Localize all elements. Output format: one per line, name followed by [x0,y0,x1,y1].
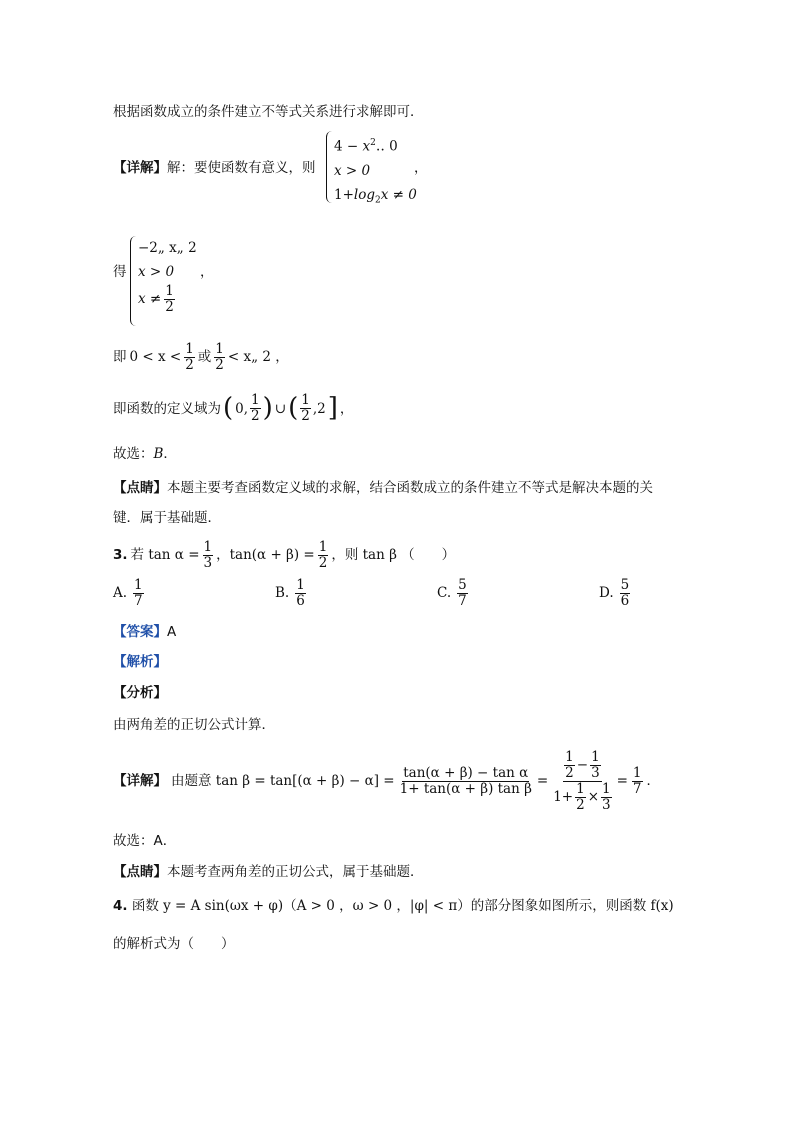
left-brace [326,131,334,203]
analysis-tag: 【解析】 [113,654,167,670]
comment-1-line-2: 键．属于基础题． [113,510,221,526]
domain-line: 即函数的定义域为 ( 0, $\frac{1}{2}$ ) ∪ ( $\frac{1}{2}$ ,2 ] ， [113,392,354,425]
question-4-line-2: 的解析式为（ ） [113,936,235,952]
choose-line-2: 故选：A． [113,833,177,849]
intro-text: 根据函数成立的条件建立不等式关系进行求解即可． [113,104,424,120]
detail-1-line [113,160,316,176]
range-line: 即 0 < x < $\frac{1}{2}$ 或 $\frac{1}{2}$ < x„ 2 ， [113,341,289,373]
question-3: 3. 若 tan α = $\frac{1}{3}$ ，tan(α + β) = $\frac{1}{2}$ ，则 tan β （ ） [113,539,456,571]
comment-2-line: 【点睛】本题考查两角差的正切公式，属于基础题． [113,864,424,880]
option-c[interactable]: C. $\frac{5}{7}$ [437,577,467,609]
detail-1-text: 解：要使函数有意义，则 [167,160,316,176]
option-d[interactable]: D. $\frac{5}{6}$ [599,577,630,609]
comment-1-line-1: 【点睛】本题主要考查函数定义域的求解，结合函数成立的条件建立不等式是解决本题的关 [113,480,653,496]
condition-row-3: $1+\log_2x \ne 0$ [334,186,417,206]
compound-fraction: $\frac{1}{2}$ − $\frac{1}{3}$ 1+ $\frac{1}{2}$ × $\frac{1}{3}$ [553,749,611,813]
answer-line: 【答案】A [113,624,177,640]
condition-row-2: x > 0 [334,162,371,179]
option-b[interactable]: B. $\frac{1}{6}$ [275,577,305,609]
choose-line-1: 故选：B． [113,446,177,462]
condition-system [326,131,417,206]
fenxi-tag: 【分析】 [113,685,167,701]
solution-row-2: x > 0 [138,264,175,280]
condition-row-1: $4 - x^2‥$ 0 [334,138,398,155]
question-4-line-1: 4. 函数 y = A sin(ωx + φ)（A > 0 ，ω > 0 ，|φ| < π）的部分图象如图所示，则函数 f(x) [113,898,674,914]
solution-row-3: x ≠ $\frac{1}{2}$ [138,283,174,315]
detail-2-line: 【详解】 由题意 tan β = tan[(α + β) − α] = $\frac{\text{tan(α + β) − tan α}}{\text{1+ tan(α + β) tan β}}$ = $\frac{1}{2}$ − $\frac{1}{3}$ 1+ $\frac{1}{2}$ × $\frac{1}{3}$ = $\frac{1}{7}$ ． [113,749,661,813]
get-prefix: 得 [113,264,127,280]
option-a[interactable]: A. $\frac{1}{7}$ [113,577,143,609]
fenxi-text: 由两角差的正切公式计算． [113,717,275,733]
detail-tag: 【详解】 [113,160,167,176]
solution-system [130,236,197,326]
left-brace [130,236,138,326]
comma: ， [200,264,214,280]
comma: ， [414,160,428,176]
solution-row-1: −2„ x„ 2 [138,240,197,256]
